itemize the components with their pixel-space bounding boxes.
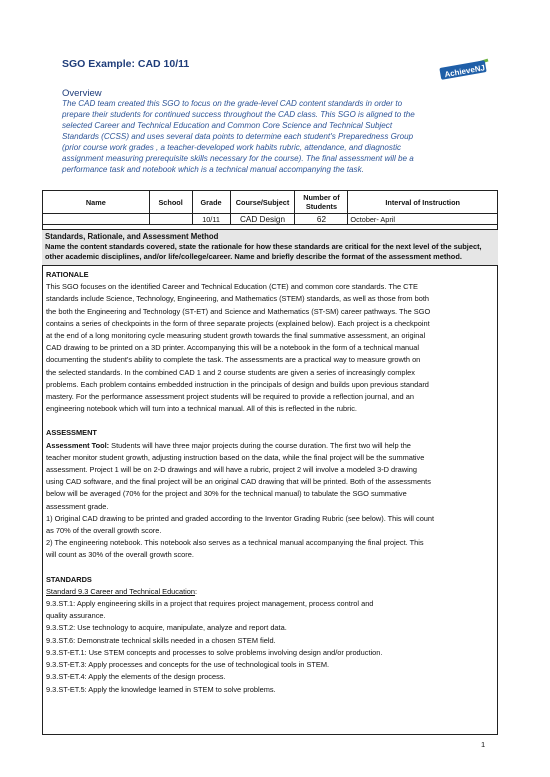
standards-header-title: Standards, Rationale, and Assessment Method bbox=[45, 232, 219, 241]
cell-school bbox=[149, 214, 192, 225]
assessment-tool-line: Assessment Tool: Students will have three major projects during the course duration. The first two will help the bbox=[46, 440, 411, 450]
table-row bbox=[43, 214, 498, 225]
standards-subheading: Standard 9.3 Career and Technical Education: bbox=[46, 586, 198, 596]
achievenj-logo bbox=[436, 52, 494, 82]
table-header-row bbox=[43, 191, 498, 214]
cell-number-of-students: 62 bbox=[295, 214, 348, 225]
assessment-heading: ASSESSMENT bbox=[46, 428, 97, 438]
overview-text: The CAD team created this SGO to focus on the grade-level CAD content standards in order to prepare their students for continued success throughout the CAD class. This SGO is aligned to the selected Career and Technical Education and Common Core Science and Technical Subject Standards (CCSS) and uses several data points to determine each student's Preparedness Group (prior course work grades , a teacher-developed work habits rubric, attendance, and diagnostic assignment measuring prerequisite skills necessary for the course). The final assessment will be a performance task and notebook which is a technical manual accompanying the task. bbox=[62, 99, 415, 174]
standards-header: Standards, Rationale, and Assessment Method Name the content standards covered, state the rationale for how these standards are critical for the next level of the subject, other academic disciplines, and/or life/college/career. Name and briefly describe the format of the assessment method. bbox=[42, 229, 498, 266]
course-info-table bbox=[42, 190, 498, 225]
rationale-heading: RATIONALE bbox=[46, 270, 89, 279]
cell-grade: 10/11 bbox=[192, 214, 230, 225]
header-grade: Grade bbox=[192, 191, 230, 214]
logo-text: AchieveNJ bbox=[443, 63, 486, 80]
header-course: Course/Subject bbox=[230, 191, 295, 214]
header-number-of-students: Number of Students bbox=[295, 191, 348, 214]
cell-name bbox=[43, 214, 150, 225]
page-title: SGO Example: CAD 10/11 bbox=[62, 58, 190, 70]
standards-heading: STANDARDS bbox=[46, 574, 92, 584]
header-name: Name bbox=[43, 191, 150, 214]
header-interval: Interval of Instruction bbox=[348, 191, 498, 214]
cell-interval: October- April bbox=[348, 214, 498, 225]
overview-heading: Overview bbox=[62, 88, 102, 99]
header-school: School bbox=[149, 191, 192, 214]
standards-content: RATIONALE This SGO focuses on the identified Career and Technical Education (CTE) and common core standards. The CTE standards include Science, Technology, Engineering, and Mathematics (STEM) standards, as well as those from both the both the Engineering and Technology (ST-ET) and Science and Mathematics (ST-SM) career pathways. The SGO contains a series of checkpoints in the form of three separate projects (explained below). Each project is a checkpoint at the end of a long monitoring cycle measuring student growth towards the final summative assessment, an original CAD drawing to be printed on a 3D printer. Accompanying this will be a notebook in the form of a technical manual documenting the student's ability to complete the task. The assessments are a practical way to measure growth on the selected standards. In the combined CAD 1 and 2 course students are given a series of increasingly complex problems. Each problem contains embedded instruction in the principals of design and builds upon previous standard mastery. For the performance assessment project students will be required to provide a reflection journal, and an engineering notebook which will turn into a technical manual. All of this is reflected in the rubric. ASSESSMENT Assessment Tool: Students will have three major projects during the course duration. The first two will help the teacher monitor student growth, adjusting instruction based on the data, while the final project will be the summative assessment. Project 1 will be on 2-D drawings and will have a rubric, project 2 will involve a modeled 3-D drawing using CAD software, and the final project will be an original CAD drawing that will be printed. Both of the assessments below will be averaged (70% for the project and 30% for the technical manual) to tabulate the SGO summative assessment grade. 1) Original CAD drawing to be printed and graded according to the Inventor Grading Rubric (see below). This will count as 70% of the overall growth score. 2) The engineering notebook. This notebook also serves as a technical manual accompanying the final project. This will count as 30% of the overall growth score. STANDARDS Standard 9.3 Career and Technical Education: 9.3.ST.1: Apply engineering skills in a project that requires project management, process control and quality assurance. 9.3.ST.2: Use technology to acquire, manipulate, analyze and report data. 9.3.ST.6: Demonstrate technical skills needed in a chosen STEM field. 9.3.ST-ET.1: Use STEM concepts and processes to solve problems involving design and/or production. 9.3.ST-ET.3: Apply processes and concepts for the use of technological tools in STEM. 9.3.ST-ET.4: Apply the elements of the design process. 9.3.ST-ET.5: Apply the knowledge learned in STEM to solve problems. bbox=[46, 269, 494, 696]
cell-course: CAD Design bbox=[230, 214, 295, 225]
page-number: 1 bbox=[481, 740, 486, 749]
